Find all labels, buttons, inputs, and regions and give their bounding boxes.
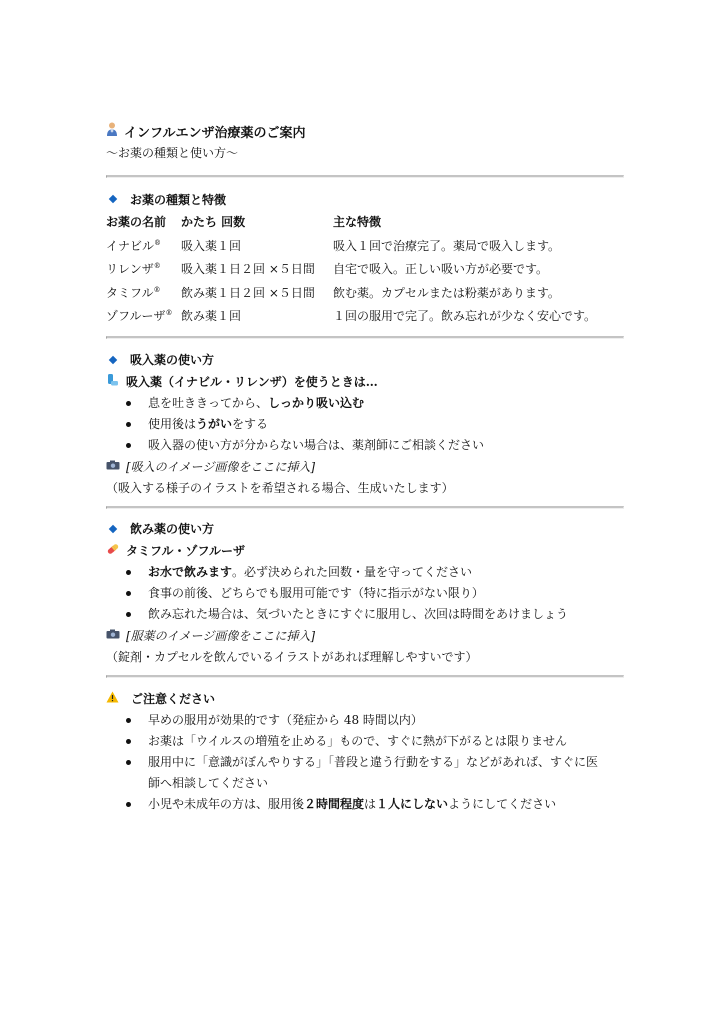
table-row — [106, 281, 596, 305]
medicine-feature-cell: 飲む薬。カプセルまたは粉薬があります。 — [333, 285, 560, 300]
caution-list — [106, 710, 622, 815]
inhaler-subheading — [106, 371, 622, 393]
list-item-text: は — [364, 796, 377, 811]
list-item-text: 息を吐ききってから、 — [148, 395, 269, 410]
list-item — [106, 414, 622, 435]
medicine-table — [106, 210, 596, 328]
image-placeholder-inhaler — [106, 456, 622, 477]
medicine-feature-cell: １回の服用で完了。飲み忘れが少なく安心です。 — [333, 309, 597, 324]
list-item-text: をする — [232, 416, 269, 431]
registered-mark: ® — [153, 285, 161, 294]
table-row — [106, 257, 596, 281]
image-placeholder-oral — [106, 625, 622, 646]
image-placeholder-label: [服薬のイメージ画像をここに挿入] — [126, 628, 316, 643]
list-item — [106, 393, 622, 414]
medicine-name-cell — [106, 281, 181, 305]
list-item-text: 。必ず決められた回数・量を守ってください — [232, 564, 473, 579]
section-heading-inhaler — [106, 349, 622, 371]
list-item — [106, 794, 622, 815]
camera-icon — [106, 628, 120, 642]
registered-mark: ® — [165, 309, 173, 318]
medicine-name: イナビル — [106, 238, 155, 253]
section-heading-label: 吸入薬の使い方 — [130, 353, 215, 367]
registered-mark: ® — [154, 238, 162, 247]
registered-mark: ® — [153, 262, 161, 271]
diamond-bullet-icon — [109, 355, 117, 363]
medicine-name-cell — [106, 257, 181, 281]
oral-subheading-label: タミフル・ゾフルーザ — [126, 544, 246, 558]
oral-instructions-list — [106, 562, 622, 625]
table-header-row — [106, 210, 596, 234]
list-item: お薬は「ウイルスの増殖を止める」もので、すぐに熱が下がるとは限りません — [106, 731, 622, 752]
inhaler-instructions-list — [106, 393, 622, 456]
medicine-name: リレンザ — [106, 262, 154, 277]
list-item: 早めの服用が効果的です（発症から 48 時間以内） — [106, 710, 622, 731]
medicine-name: タミフル — [106, 285, 154, 300]
list-item-emphasis: お水で飲みます — [148, 564, 233, 579]
page-title: インフルエンザ治療薬のご案内 — [124, 125, 306, 141]
section-heading-label: 飲み薬の使い方 — [130, 522, 215, 536]
illustration-note: （吸入する様子のイラストを希望される場合、生成いたします） — [106, 480, 454, 495]
list-item: 吸入器の使い方が分からない場合は、薬剤師にご相談ください — [106, 435, 622, 456]
pill-icon — [106, 542, 120, 559]
list-item: 飲み忘れた場合は、気づいたときにすぐに服用し、次回は時間をあけましょう — [106, 604, 622, 625]
medicine-name: ゾフルーザ — [106, 309, 166, 324]
section-heading-label: ご注意ください — [131, 692, 216, 706]
list-item-text: 使用後は — [148, 416, 197, 431]
column-header-form: かたち 回数 — [181, 215, 246, 230]
document-title-row — [106, 120, 622, 142]
list-item-text: 服用中に「意識がぼんやりする」「普段と違う行動をする」などがあれば、すぐに医 — [148, 754, 599, 769]
list-item-emphasis: ２時間程度 — [304, 796, 365, 811]
image-placeholder-label: [吸入のイメージ画像をここに挿入] — [126, 459, 316, 474]
oral-subheading — [106, 540, 622, 562]
list-item — [106, 562, 622, 583]
medicine-feature-cell: 自宅で吸入。正しい吸い方が必要です。 — [333, 262, 549, 277]
warning-icon — [106, 691, 119, 706]
list-item: 食事の前後、どちらでも服用可能です（特に指示がない限り） — [106, 583, 622, 604]
section-heading-oral — [106, 518, 622, 540]
document — [106, 120, 622, 815]
medicine-feature-cell: 吸入１回で治療完了。薬局で吸入します。 — [333, 238, 561, 253]
list-item-text: 師へ相談してください — [148, 775, 269, 790]
page-subtitle: 〜お薬の種類と使い方〜 — [106, 146, 239, 160]
medicine-form-cell: 吸入薬１日２回 ×５日間 — [181, 262, 315, 277]
list-item-text: ようにしてください — [448, 796, 557, 811]
list-item-text: 小児や未成年の方は、服用後 — [148, 796, 305, 811]
inhaler-icon — [106, 373, 120, 390]
list-item-emphasis: しっかり吸い込む — [268, 395, 365, 410]
section-heading-types — [106, 188, 622, 210]
diamond-bullet-icon — [109, 195, 117, 203]
section-heading-label: お薬の種類と特徴 — [130, 192, 227, 207]
table-row — [106, 234, 596, 258]
diamond-bullet-icon — [109, 524, 117, 532]
medicine-form-cell: 飲み薬１日２回 ×５日間 — [181, 285, 315, 300]
inhaler-subheading-label: 吸入薬（イナビル・リレンザ）を使うときは… — [126, 375, 378, 389]
list-item-emphasis: １人にしない — [376, 796, 449, 811]
table-row — [106, 304, 596, 328]
medicine-name-cell — [106, 304, 181, 328]
medicine-form-cell: 飲み薬１回 — [181, 309, 242, 324]
column-header-feature: 主な特徴 — [333, 215, 382, 230]
illustration-note: （錠剤・カプセルを飲んでいるイラストがあれば理解しやすいです） — [106, 649, 478, 664]
column-header-name: お薬の名前 — [106, 215, 167, 230]
medicine-form-cell: 吸入薬１回 — [181, 238, 242, 253]
medical-staff-icon — [106, 122, 118, 140]
list-item — [106, 752, 622, 794]
camera-icon — [106, 459, 120, 473]
list-item-emphasis: うがい — [196, 416, 233, 431]
medicine-name-cell — [106, 234, 181, 258]
section-heading-caution — [106, 688, 622, 710]
